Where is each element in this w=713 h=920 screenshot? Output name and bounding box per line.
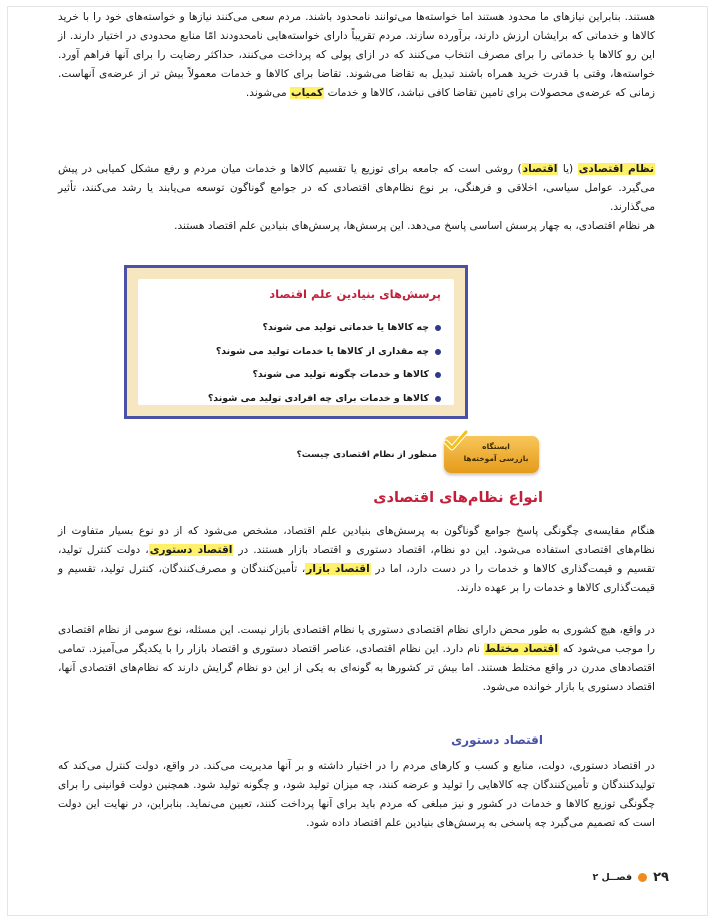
highlight-command-economy: اقتصاد دستوری bbox=[149, 544, 233, 556]
intro-text-end: می‌شوند. bbox=[245, 87, 290, 99]
question-text: چه مقداری از کالاها یا خدمات تولید می شوند؟ bbox=[215, 345, 429, 357]
intro-text: هستند. بنابراین نیازهای ما محدود هستند اما خواسته‌ها می‌توانند نامحدود باشند. مردم سعی می‌کنند نیازها و خواسته‌های خود را با خرید کالاها و خدماتی که برایشان ارزش دارند، برآورده سازند. مردم تقریباً دارای خواسته‌هایی نامحدودند امّا منابع محدودی در اختیار دارند. از این رو کالاها یا خدماتی را برای مصرف انتخاب می‌کنند که در ازای پولی که پرداخت می‌کنند، حداکثر رضایت را برای آنها فراهم آورد. خواسته‌ها، وقتی با قدرت خرید همراه باشند تبدیل به تقاضا می‌شوند. تقاضا برای کالاها و خدمات معمولاً بیش تر از عرضه‌ی آنهاست. زمانی که عرضه‌ی محصولات برای تامین تقاضا کافی نباشد، کالاها و خدمات bbox=[58, 11, 655, 99]
definition-open: (یا bbox=[558, 163, 578, 175]
bullet-dot-icon bbox=[435, 325, 441, 331]
highlight-scarce: کمیاب bbox=[291, 87, 324, 99]
questions-box-title: پرسش‌های بنیادین علم اقتصاد bbox=[269, 287, 441, 301]
intro-paragraph bbox=[58, 8, 655, 103]
definition-paragraph bbox=[58, 160, 655, 217]
review-station-badge bbox=[444, 436, 539, 473]
comparison-text-b: ، دولت کنترل تولید، تقسیم و قیمت‌گذاری کالاها و خدمات را در دست دارد، اما در bbox=[58, 544, 656, 575]
page-number: ۲۹ bbox=[653, 870, 669, 885]
comparison-text-c: ، تأمین‌کنندگان و مصرف‌کنندگان، کنترل تولید، تقسیم و قیمت‌گذاری کالاها و خدمات را بر عهده دارند. bbox=[58, 563, 655, 594]
comparison-text-a: هنگام مقایسه‌ی چگونگی پاسخ جوامع گوناگون به پرسش‌های بنیادین علم اقتصاد، مشخص می‌شود که از دو نوع بسیار متفاوت از نظام‌های اقتصادی استفاده می‌شود. این دو نظام، اقتصاد دستوری و اقتصاد بازار هستند. در bbox=[58, 525, 655, 556]
review-badge-line1: ایستگاه bbox=[482, 442, 510, 451]
bullet-dot-icon bbox=[435, 372, 441, 378]
questions-list bbox=[208, 316, 441, 410]
definition-text: ) روشی است که جامعه برای توزیع یا تقسیم کالاها و خدمات میان مردم و رفع مشکل کمیابی در پیش می‌گیرد. عوامل سیاسی، اخلاقی و فرهنگی، بر نوع نظام‌های اقتصادی که در جوامع گوناگون توسعه می‌یابند یا رشد می‌کنند، تأثیر می‌گذارند. bbox=[58, 163, 655, 213]
bullet-dot-icon bbox=[435, 349, 441, 355]
review-badge-line2: بازرسی آموخته‌ها bbox=[463, 454, 529, 463]
systems-comparison-paragraph bbox=[58, 522, 655, 598]
review-badge-text bbox=[461, 441, 531, 465]
page-footer bbox=[592, 870, 669, 885]
command-economy-paragraph: در اقتصاد دستوری، دولت، منابع و کسب و کارهای مردم را در اختیار داشته و بر آنها مدیریت می‌کند. در واقع، دولت کنترل می‌کند که تولیدکنندگان و تأمین‌کنندگان چه کالاهایی را تولید و عرضه کنند، چه میزان تولید شود، و چگونه تولید شود. همچنین دولت قوانینی را برای چگونگی توزیع کالاها و خدمات در کشور و نیز مبلغی که مردم باید برای آنها پرداخت کنند، تعیین می‌نماید. بنابراین، در نهایت این دولت است که تصمیم می‌گیرد چه پاسخی به پرسش‌های بنیادین علم اقتصاد داده شود. bbox=[58, 760, 655, 829]
fundamental-questions-box bbox=[124, 265, 468, 419]
question-text: کالاها و خدمات چگونه تولید می شوند؟ bbox=[252, 369, 429, 380]
subsection-title: اقتصاد دستوری bbox=[451, 733, 543, 747]
highlight-mixed-economy: اقتصاد مختلط bbox=[484, 643, 558, 655]
questions-intro-paragraph: هر نظام اقتصادی، به چهار پرسش اساسی پاسخ می‌دهد. این پرسش‌ها، پرسش‌های بنیادین علم اقتصاد هستند. bbox=[174, 220, 655, 232]
mixed-text-b: نام دارد. این نظام اقتصادی، عناصر اقتصاد دستوری و اقتصاد بازار را با یکدیگر می‌آمیزد. تمامی اقتصادهای مدرن در واقع مختلط هستند. اما بیش تر کشورها به گونه‌ای به یکی از این دو نظام گرایش دارند که نظام‌های اقتصادی آنها، اقتصاد دستوری یا بازار خوانده می‌شود. bbox=[58, 643, 655, 693]
highlight-market-economy: اقتصاد بازار bbox=[306, 563, 370, 575]
bullet-dot-icon bbox=[435, 396, 441, 402]
mixed-economy-paragraph bbox=[58, 621, 655, 697]
question-item bbox=[208, 340, 441, 364]
footer-dot-icon bbox=[638, 873, 647, 882]
highlight-economy: اقتصاد bbox=[522, 163, 558, 175]
question-item bbox=[208, 387, 441, 411]
highlight-economic-system: نظام اقتصادی bbox=[578, 163, 654, 175]
question-item bbox=[208, 363, 441, 387]
mixed-text-a: در واقع، هیچ کشوری به طور محض دارای نظام اقتصادی دستوری یا نظام اقتصادی بازار نیست. این مسئله، نوع سومی از نظام اقتصادی را موجب می‌شود که bbox=[58, 624, 655, 655]
questions-box-inner bbox=[138, 279, 454, 405]
section-title: انواع نظام‌های اقتصادی bbox=[373, 490, 543, 506]
question-text: چه کالاها یا خدماتی تولید می شوند؟ bbox=[262, 322, 429, 333]
chapter-label: فصــل ۲ bbox=[592, 872, 633, 883]
question-item bbox=[208, 316, 441, 340]
question-text: کالاها و خدمات برای چه افرادی تولید می شوند؟ bbox=[207, 392, 429, 404]
review-question: منظور از نظام اقتصادی چیست؟ bbox=[296, 450, 437, 460]
